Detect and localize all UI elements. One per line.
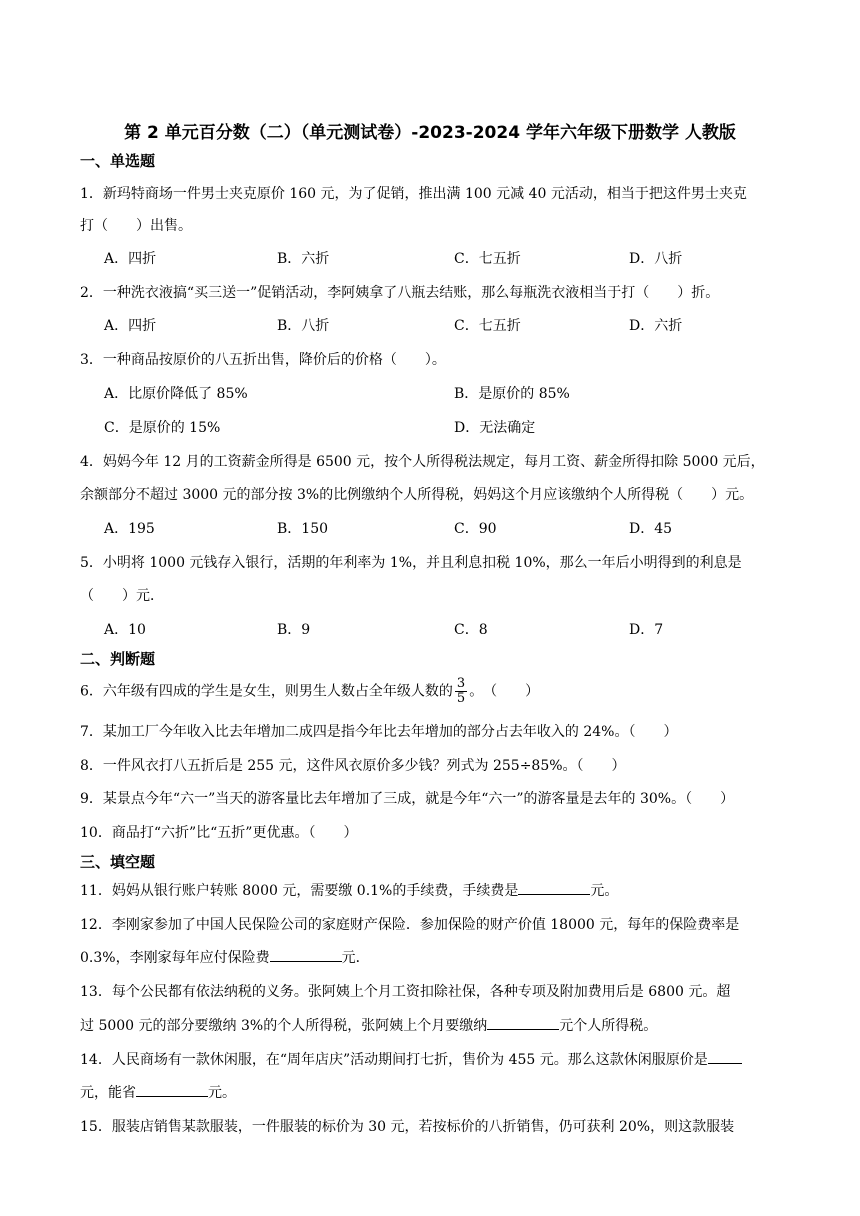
- question-12-line-2: [80, 947, 370, 967]
- answer-blank[interactable]: [487, 1015, 559, 1030]
- question-1-option-a: A．四折: [104, 251, 157, 267]
- question-10: 10．商品打“六折”比“五折”更优惠。（ ）: [80, 825, 358, 841]
- question-14-line-2: [80, 1082, 236, 1102]
- question-14-text: 14．人民商场有一款休闲服，在“周年店庆”活动期间打七折，售价为 455 元。那么这款休闲服原价是: [80, 1052, 708, 1068]
- section-heading-fill-in: 三、填空题: [80, 853, 156, 871]
- question-12-unit: 元．: [341, 950, 370, 966]
- question-1-option-d: D．八折: [629, 251, 683, 267]
- question-13-text: 过 5000 元的部分要缴纳 3%的个人所得税，张阿姨上个月要缴纳: [80, 1018, 488, 1034]
- fraction-denominator: 5: [456, 691, 466, 706]
- question-8: 8．一件风衣打八五折后是 255 元，这件风衣原价多少钱？列式为 255÷85%。（ ）: [80, 758, 626, 774]
- answer-blank[interactable]: [136, 1082, 208, 1097]
- question-2-option-b: B．八折: [277, 318, 330, 334]
- question-1-option-c: C．七五折: [454, 251, 521, 267]
- question-15-line-1: 15．服装店销售某款服装，一件服装的标价为 30 元，若按标价的八折销售，仍可获利 20%，则这款服装: [80, 1119, 735, 1135]
- question-4-line-2: 余额部分不超过 3000 元的部分按 3%的比例缴纳个人所得税，妈妈这个月应该缴纳个人所得税（ ）元。: [80, 487, 754, 503]
- section-heading-true-false: 二、判断题: [80, 650, 156, 668]
- answer-blank[interactable]: [708, 1049, 742, 1064]
- question-5-option-a: A．10: [104, 622, 146, 638]
- question-9: 9．某景点今年“六一”当天的游客量比去年增加了三成，就是今年“六一”的游客量是去年的 30%。（ ）: [80, 791, 735, 807]
- question-12-line-1: 12．李刚家参加了中国人民保险公司的家庭财产保险．参加保险的财产价值 18000 元，每年的保险费率是: [80, 917, 740, 933]
- question-12-text: 0.3%，李刚家每年应付保险费: [80, 950, 270, 966]
- page-title: 第 2 单元百分数（二）（单元测试卷）-2023-2024 学年六年级下册数学 人教版: [124, 123, 736, 143]
- question-6: [80, 677, 539, 706]
- question-3-option-a: A．比原价降低了 85%: [104, 386, 248, 402]
- question-2-option-c: C．七五折: [454, 318, 521, 334]
- question-2-option-d: D．六折: [629, 318, 683, 334]
- question-4-line-1: 4．妈妈今年 12 月的工资薪金所得是 6500 元，按个人所得税法规定，每月工资、薪金所得扣除 5000 元后，: [80, 454, 765, 470]
- question-3-option-d: D．无法确定: [454, 420, 536, 436]
- answer-blank[interactable]: [518, 880, 590, 895]
- question-13-line-1: 13．每个公民都有依法纳税的义务。张阿姨上个月工资扣除社保，各种专项及附加费用后是 6800 元。超: [80, 984, 731, 1000]
- question-14-text-2: 元，能省: [80, 1085, 136, 1101]
- question-3-option-b: B．是原价的 85%: [454, 386, 570, 402]
- question-5-line-2: （ ）元．: [80, 588, 164, 604]
- question-4-option-b: B．150: [277, 521, 329, 537]
- question-2-option-a: A．四折: [104, 318, 157, 334]
- question-11-unit: 元。: [590, 883, 619, 899]
- question-5-option-c: C．8: [454, 622, 488, 638]
- question-1-line-2: 打（ ）出售。: [80, 218, 192, 234]
- question-14-line-1: [80, 1049, 742, 1069]
- question-13-line-2: [80, 1015, 657, 1035]
- question-4-option-a: A．195: [104, 521, 155, 537]
- question-6-text: 6．六年级有四成的学生是女生，则男生人数占全年级人数的: [80, 683, 453, 700]
- question-4-option-c: C．90: [454, 521, 497, 537]
- question-13-unit: 元个人所得税。: [559, 1018, 658, 1034]
- question-11-text: 11．妈妈从银行账户转账 8000 元，需要缴 0.1%的手续费，手续费是: [80, 883, 519, 899]
- answer-blank[interactable]: [270, 947, 342, 962]
- question-1-line-1: 1．新玛特商场一件男士夹克原价 160 元，为了促销，推出满 100 元减 40 元活动，相当于把这件男士夹克: [80, 186, 747, 202]
- fraction-three-fifths: [455, 677, 467, 706]
- question-11: [80, 880, 618, 900]
- question-7: 7．某加工厂今年收入比去年增加二成四是指今年比去年增加的部分占去年收入的 24%。（ ）: [80, 724, 678, 740]
- fraction-numerator: 3: [456, 676, 466, 691]
- section-heading-single-choice: 一、单选题: [80, 152, 156, 170]
- question-5-option-d: D．7: [629, 622, 664, 638]
- question-1-option-b: B．六折: [277, 251, 330, 267]
- question-5-option-b: B．9: [277, 622, 311, 638]
- question-3-option-c: C．是原价的 15%: [104, 420, 221, 436]
- question-6-bracket: 。 （ ）: [469, 683, 540, 700]
- question-3-line-1: 3．一种商品按原价的八五折出售，降价后的价格（ ）。: [80, 352, 446, 368]
- question-14-unit: 元。: [208, 1085, 236, 1101]
- question-4-option-d: D．45: [629, 521, 673, 537]
- question-2-line-1: 2．一种洗衣液搞“买三送一”促销活动，李阿姨拿了八瓶去结账，那么每瓶洗衣液相当于打（ ）折。: [80, 285, 720, 301]
- question-5-line-1: 5．小明将 1000 元钱存入银行，活期的年利率为 1%，并且利息扣税 10%，那么一年后小明得到的利息是: [80, 555, 742, 571]
